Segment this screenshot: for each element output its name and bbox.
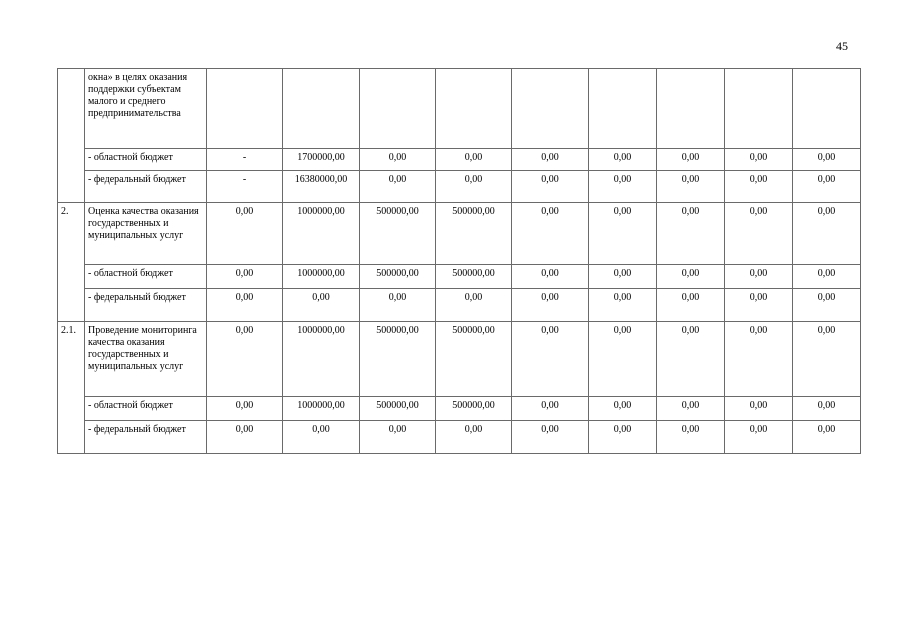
value-cell: -: [207, 149, 283, 171]
table-row: [58, 289, 861, 322]
value-cell: 500000,00: [436, 322, 512, 397]
value-cell: 0,00: [512, 149, 589, 171]
table-row: [58, 265, 861, 289]
value-cell: 0,00: [793, 397, 861, 421]
row-name: окна» в целях оказания поддержки субъектам малого и среднего предпринимательства: [85, 69, 207, 149]
value-cell: 0,00: [589, 397, 657, 421]
value-cell: 1700000,00: [283, 149, 360, 171]
value-cell: 0,00: [725, 265, 793, 289]
table-body: [58, 69, 861, 454]
value-cell: 0,00: [360, 289, 436, 322]
value-cell: 0,00: [436, 171, 512, 203]
value-cell: 0,00: [436, 421, 512, 454]
row-name: - федеральный бюджет: [85, 421, 207, 454]
table-row: [58, 421, 861, 454]
value-cell: 0,00: [725, 171, 793, 203]
row-number: 2.: [58, 203, 85, 322]
value-cell: 1000000,00: [283, 397, 360, 421]
table-row: [58, 171, 861, 203]
value-cell: 0,00: [589, 322, 657, 397]
value-cell: 0,00: [436, 149, 512, 171]
table-row: [58, 69, 861, 149]
value-cell: 0,00: [793, 421, 861, 454]
row-number: [58, 69, 85, 203]
value-cell: [657, 69, 725, 149]
value-cell: 500000,00: [360, 265, 436, 289]
row-name: - федеральный бюджет: [85, 171, 207, 203]
value-cell: 0,00: [360, 149, 436, 171]
value-cell: 0,00: [512, 289, 589, 322]
value-cell: 0,00: [725, 203, 793, 265]
value-cell: 0,00: [512, 322, 589, 397]
value-cell: 500000,00: [360, 203, 436, 265]
value-cell: 1000000,00: [283, 322, 360, 397]
value-cell: [436, 69, 512, 149]
value-cell: 0,00: [725, 289, 793, 322]
value-cell: 0,00: [207, 421, 283, 454]
value-cell: [793, 69, 861, 149]
value-cell: 0,00: [793, 265, 861, 289]
value-cell: [360, 69, 436, 149]
value-cell: 0,00: [360, 421, 436, 454]
value-cell: 0,00: [207, 265, 283, 289]
table-row: [58, 149, 861, 171]
value-cell: 0,00: [657, 149, 725, 171]
value-cell: [512, 69, 589, 149]
value-cell: 0,00: [512, 421, 589, 454]
value-cell: 0,00: [589, 289, 657, 322]
value-cell: -: [207, 171, 283, 203]
value-cell: 0,00: [657, 203, 725, 265]
value-cell: 0,00: [283, 289, 360, 322]
value-cell: 0,00: [436, 289, 512, 322]
value-cell: 0,00: [360, 171, 436, 203]
value-cell: 0,00: [657, 397, 725, 421]
value-cell: 0,00: [793, 149, 861, 171]
row-name: - областной бюджет: [85, 397, 207, 421]
value-cell: 0,00: [725, 421, 793, 454]
row-name: Проведение мониторинга качества оказания государственных и муниципальных услуг: [85, 322, 207, 397]
value-cell: [283, 69, 360, 149]
table-row: [58, 322, 861, 397]
value-cell: 16380000,00: [283, 171, 360, 203]
value-cell: 0,00: [512, 265, 589, 289]
page-number: 45: [836, 39, 848, 53]
value-cell: 0,00: [207, 289, 283, 322]
table-row: [58, 203, 861, 265]
value-cell: 0,00: [657, 289, 725, 322]
value-cell: [589, 69, 657, 149]
row-number: 2.1.: [58, 322, 85, 454]
value-cell: 1000000,00: [283, 265, 360, 289]
value-cell: 500000,00: [436, 397, 512, 421]
value-cell: 0,00: [657, 421, 725, 454]
value-cell: 0,00: [589, 421, 657, 454]
value-cell: 0,00: [793, 322, 861, 397]
value-cell: 0,00: [207, 322, 283, 397]
value-cell: 0,00: [207, 397, 283, 421]
value-cell: 0,00: [793, 289, 861, 322]
value-cell: 0,00: [725, 322, 793, 397]
value-cell: 1000000,00: [283, 203, 360, 265]
value-cell: 0,00: [793, 171, 861, 203]
value-cell: 0,00: [657, 265, 725, 289]
value-cell: 500000,00: [436, 265, 512, 289]
value-cell: 0,00: [283, 421, 360, 454]
value-cell: 0,00: [657, 171, 725, 203]
row-name: - областной бюджет: [85, 149, 207, 171]
row-name: - федеральный бюджет: [85, 289, 207, 322]
value-cell: 500000,00: [360, 397, 436, 421]
value-cell: 0,00: [589, 203, 657, 265]
row-name: Оценка качества оказания государственных и муниципальных услуг: [85, 203, 207, 265]
value-cell: 0,00: [793, 203, 861, 265]
value-cell: 0,00: [512, 171, 589, 203]
row-name: - областной бюджет: [85, 265, 207, 289]
value-cell: [725, 69, 793, 149]
value-cell: 0,00: [589, 149, 657, 171]
value-cell: 500000,00: [436, 203, 512, 265]
value-cell: 0,00: [589, 171, 657, 203]
value-cell: 0,00: [657, 322, 725, 397]
value-cell: 0,00: [207, 203, 283, 265]
budget-table: [57, 68, 861, 454]
value-cell: 500000,00: [360, 322, 436, 397]
value-cell: 0,00: [725, 397, 793, 421]
value-cell: 0,00: [512, 397, 589, 421]
value-cell: 0,00: [589, 265, 657, 289]
value-cell: 0,00: [512, 203, 589, 265]
value-cell: 0,00: [725, 149, 793, 171]
value-cell: [207, 69, 283, 149]
table-row: [58, 397, 861, 421]
